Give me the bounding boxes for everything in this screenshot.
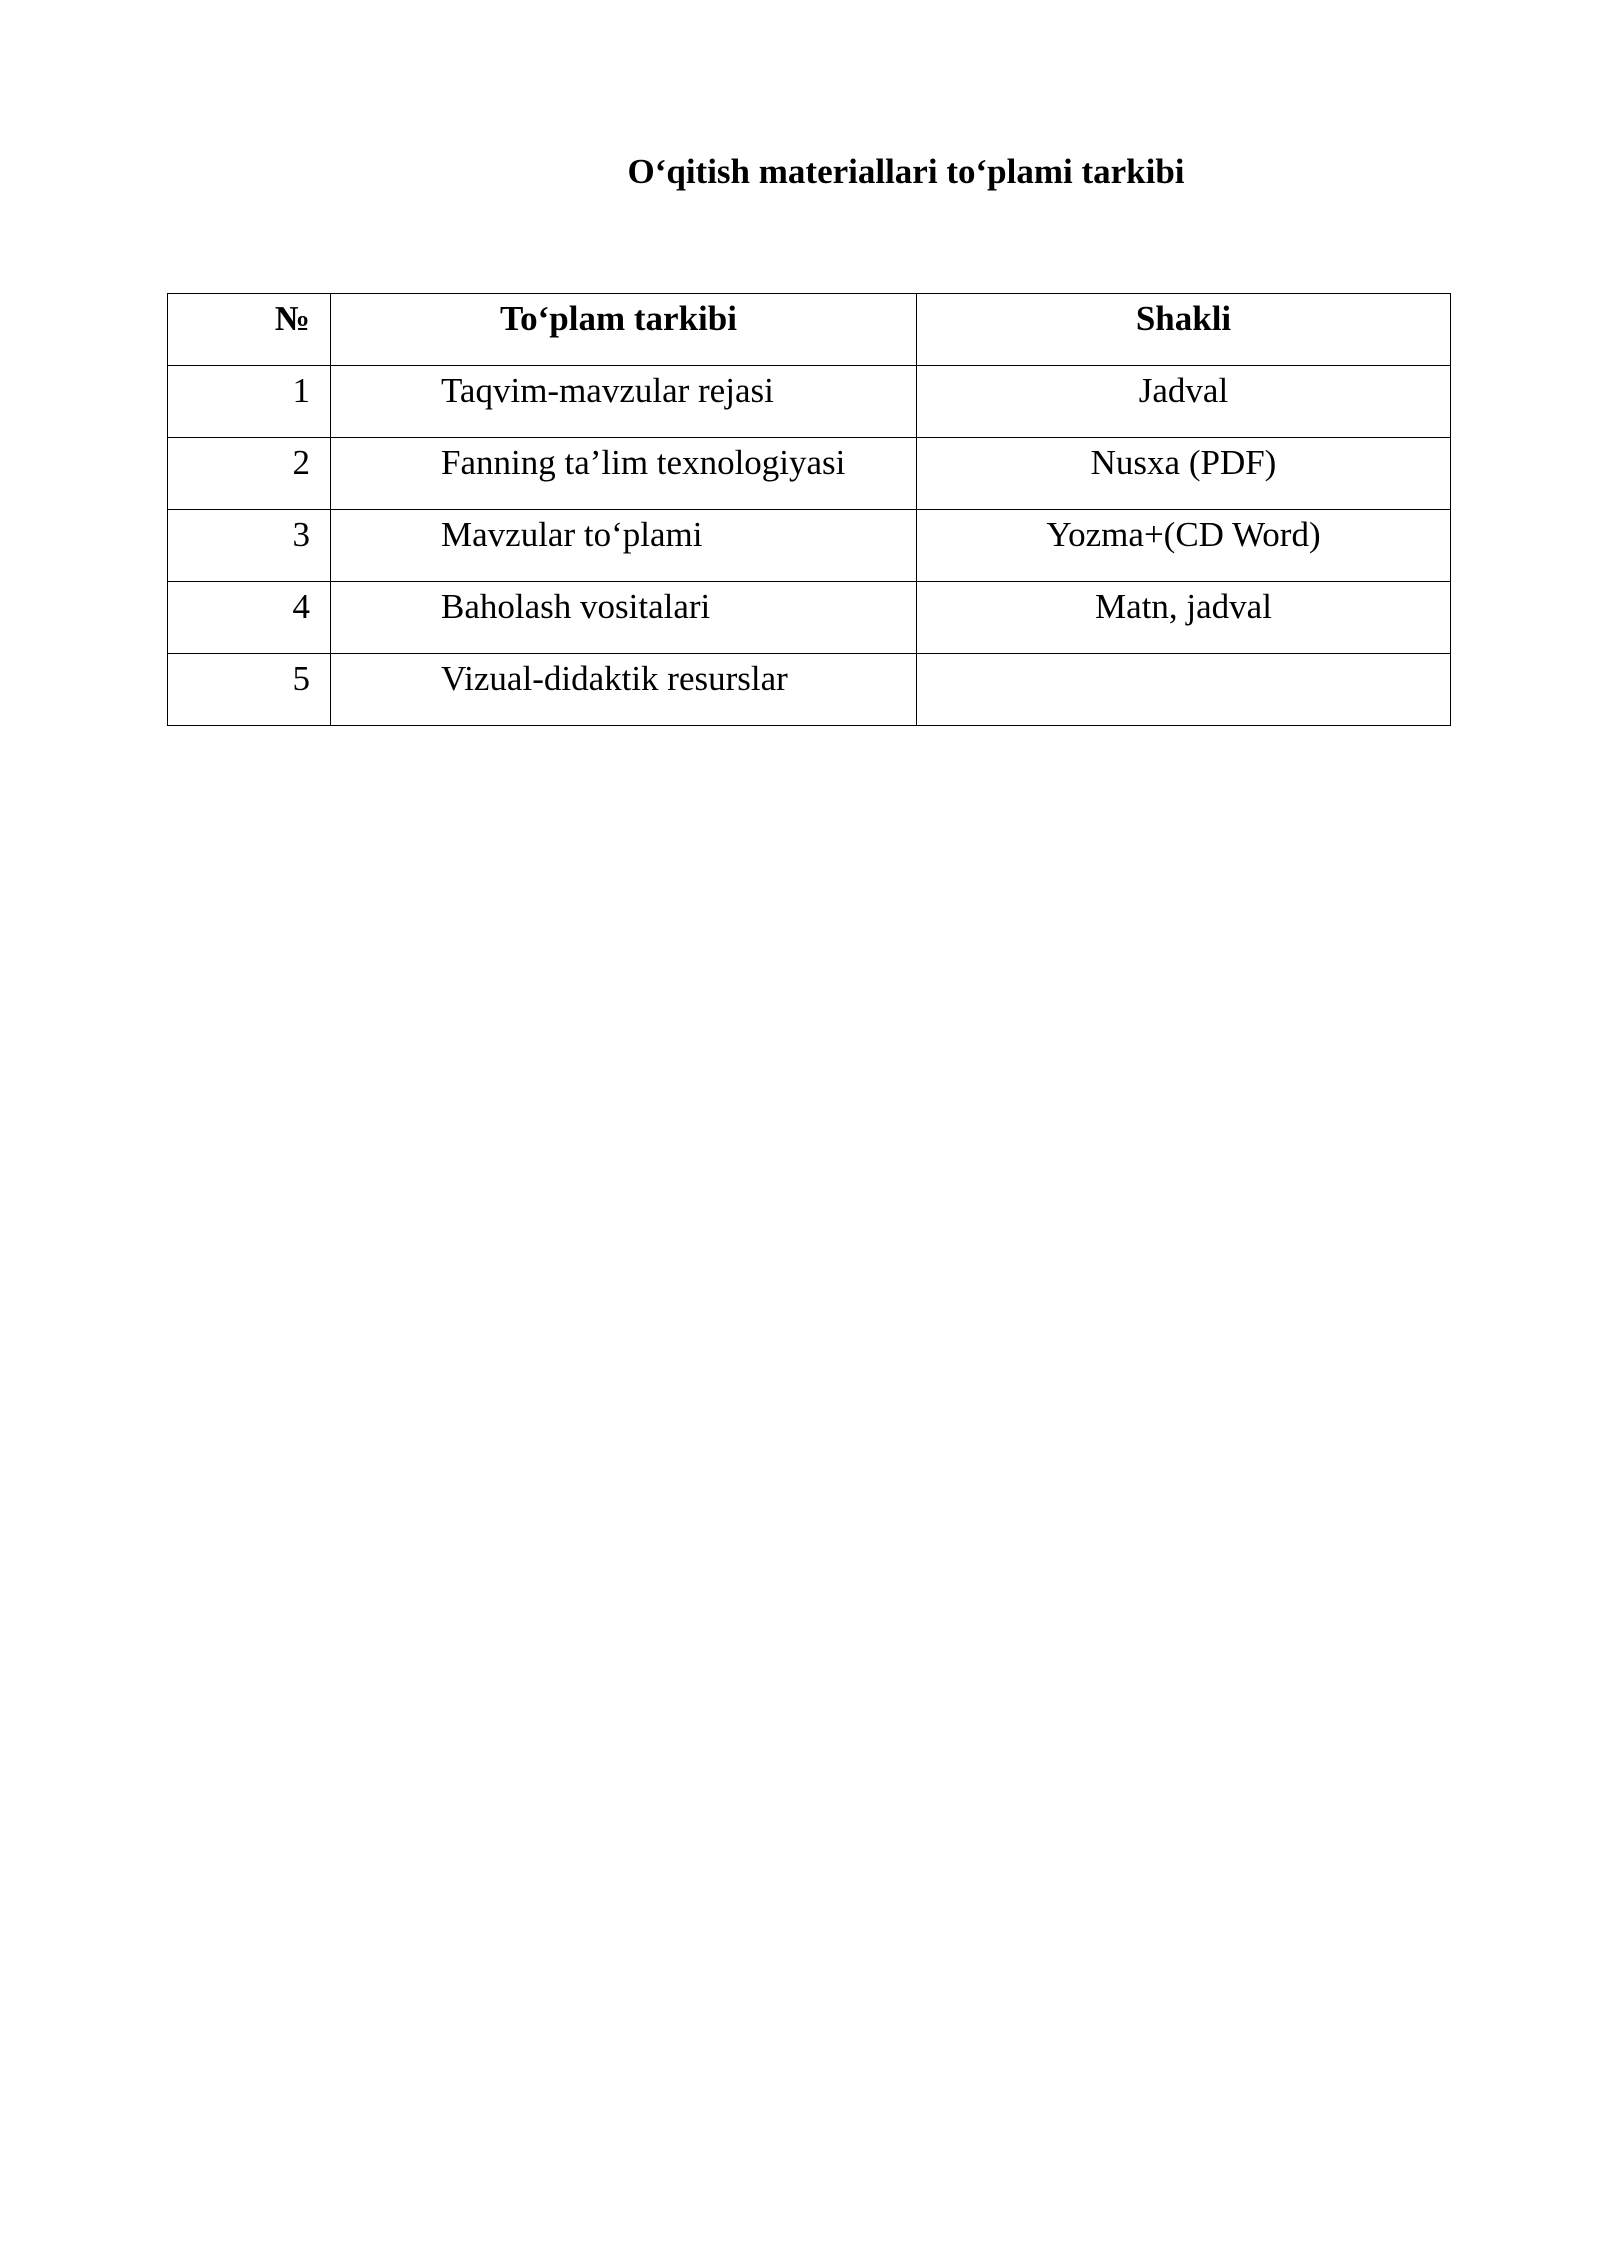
row-number: 1 (168, 366, 331, 438)
table-row (168, 510, 1451, 582)
row-number: 5 (168, 654, 331, 726)
row-item: Vizual-didaktik resurslar (331, 654, 917, 726)
row-item: Taqvim-mavzular rejasi (331, 366, 917, 438)
header-item: To‘plam tarkibi (331, 294, 917, 366)
row-form: Matn, jadval (917, 582, 1451, 654)
table-row (168, 582, 1451, 654)
row-number: 2 (168, 438, 331, 510)
row-number: 4 (168, 582, 331, 654)
row-form: Yozma+(CD Word) (917, 510, 1451, 582)
table-header-row (168, 294, 1451, 366)
row-form: Nusxa (PDF) (917, 438, 1451, 510)
table-row (168, 438, 1451, 510)
row-item: Fanning ta’lim texnologiyasi (331, 438, 917, 510)
page-title: O‘qitish materiallari to‘plami tarkibi (627, 152, 1185, 191)
materials-table (167, 293, 1451, 726)
row-number: 3 (168, 510, 331, 582)
header-number: № (168, 294, 331, 366)
row-item: Mavzular to‘plami (331, 510, 917, 582)
table-row (168, 366, 1451, 438)
row-form (917, 654, 1451, 726)
table-row (168, 654, 1451, 726)
row-item: Baholash vositalari (331, 582, 917, 654)
row-form: Jadval (917, 366, 1451, 438)
header-form: Shakli (917, 294, 1451, 366)
